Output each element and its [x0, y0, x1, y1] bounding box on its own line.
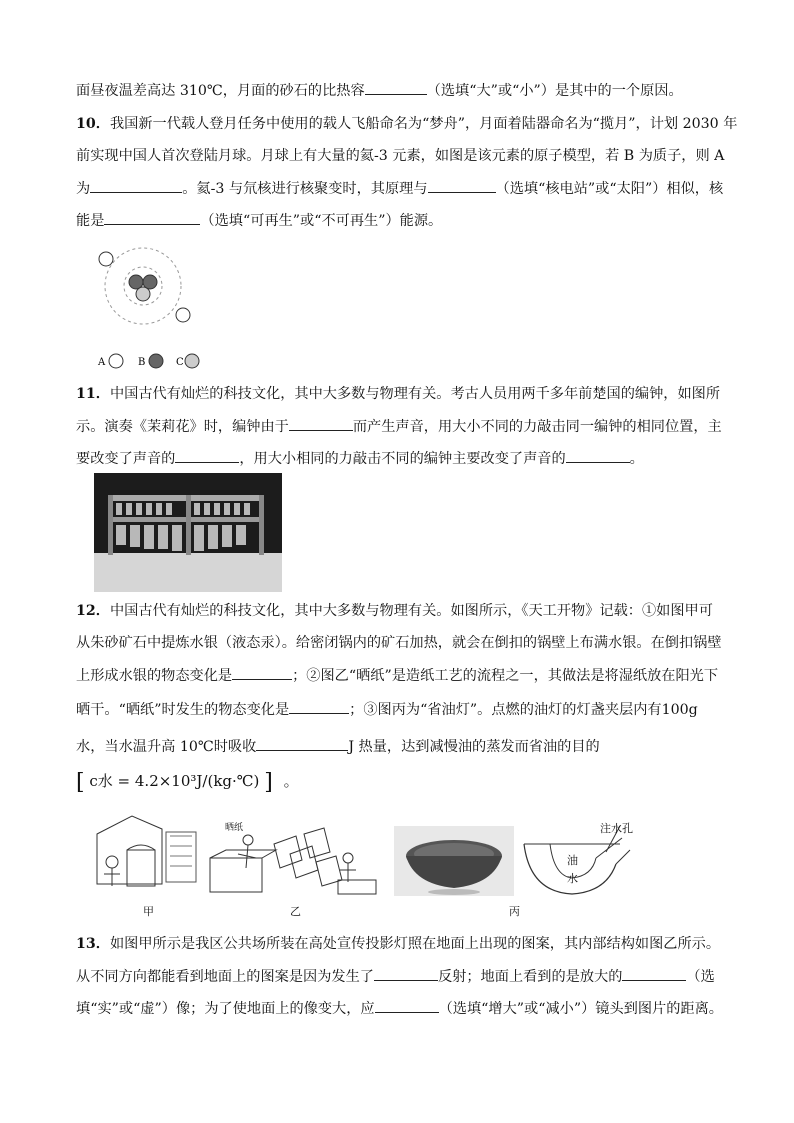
paper-drying-illustration-yi — [208, 824, 380, 898]
text: 能是 — [76, 213, 105, 229]
legend-marker-a — [109, 354, 123, 368]
electron — [176, 308, 190, 322]
q13-line-3 — [76, 998, 723, 1019]
caption-water-inlet: 注水孔 — [600, 822, 633, 835]
electron — [99, 252, 113, 266]
answer-blank[interactable] — [365, 80, 427, 95]
caption-bing: 丙 — [509, 905, 520, 918]
text: 水，当水温升高 10℃时吸收 — [76, 739, 257, 755]
q11-line-3 — [76, 448, 644, 469]
q13-line-1 — [76, 934, 720, 954]
text: 中国古代有灿烂的科技文化，其中大多数与物理有关。如图所示，《天工开物》记载：①如图甲可 — [109, 603, 713, 619]
text: 晒干。“晒纸”时发生的物态变化是 — [76, 702, 290, 718]
answer-blank[interactable] — [90, 178, 182, 193]
caption-water: 水 — [567, 872, 578, 885]
question-number: 10． — [76, 116, 110, 132]
answer-blank[interactable] — [374, 966, 438, 981]
text: ，用大小相同的力敲击不同的编钟主要改变了声音的 — [239, 451, 566, 467]
legend-label-a: A — [98, 357, 106, 368]
text: 反射；地面上看到的是放大的 — [437, 969, 623, 985]
mercury-refining-illustration-jia — [92, 814, 202, 898]
text: 我国新一代载人登月任务中使用的载人飞船命名为“梦舟”，月面着陆器命名为“揽月”，计划 2030 年 — [109, 116, 738, 132]
legend-label-c: C — [176, 357, 184, 368]
question-number: 11． — [76, 386, 110, 402]
text: 如图甲所示是我区公共场所装在高处宣传投影灯照在地面上出现的图案，其内部结构如图乙所示。 — [109, 936, 721, 952]
q13-line-2 — [76, 966, 715, 987]
answer-blank[interactable] — [175, 448, 239, 463]
text: （选填“增大”或“减小”）镜头到图片的距离。 — [438, 1001, 723, 1017]
neutron — [136, 287, 150, 301]
electron-orbit — [105, 248, 181, 324]
q12-line-1 — [76, 601, 713, 621]
text: 。 — [629, 451, 644, 467]
answer-blank[interactable] — [256, 736, 348, 751]
text: 填“实”或“虚”）像；为了使地面上的像变大，应 — [76, 1001, 375, 1017]
text: 要改变了声音的 — [76, 451, 176, 467]
oil-saving-lamp-photo-bing — [394, 826, 514, 896]
text: 示。演奏《茉莉花》时，编钟由于 — [76, 419, 289, 435]
text: 中国古代有灿烂的科技文化，其中大多数与物理有关。考古人员用两千多年前楚国的编钟，如图所 — [109, 386, 721, 402]
question-number: 12． — [76, 603, 110, 619]
caption-oil: 油 — [567, 854, 578, 867]
question-number: 13． — [76, 936, 110, 952]
q11-line-1 — [76, 384, 720, 404]
answer-blank[interactable] — [104, 210, 200, 225]
q10-line-2 — [76, 146, 724, 166]
q12-line-5 — [76, 736, 600, 757]
text: （选填“大”或“小”）是其中的一个原因。 — [426, 83, 683, 99]
answer-blank[interactable] — [428, 178, 496, 193]
answer-blank[interactable] — [289, 416, 353, 431]
legend-marker-b — [149, 354, 163, 368]
specific-heat-formula: [ c水 = 4.2×10³J/(kg·℃) ] 。 — [76, 770, 299, 795]
q12-line-4 — [76, 699, 698, 720]
text: ；②图乙“晒纸”是造纸工艺的流程之一，其做法是将湿纸放在阳光下 — [292, 668, 719, 684]
text: 上形成水银的物态变化是 — [76, 668, 233, 684]
caption-jia: 甲 — [143, 905, 154, 918]
answer-blank[interactable] — [232, 665, 292, 680]
legend-marker-c — [185, 354, 199, 368]
text: 而产生声音，用大小不同的力敲击同一编钟的相同位置，主 — [352, 419, 722, 435]
q10-line-3 — [76, 178, 723, 199]
answer-blank[interactable] — [289, 699, 349, 714]
caption-yi: 乙 — [290, 905, 301, 918]
caption-shaizhi: 晒纸 — [225, 823, 244, 833]
answer-blank[interactable] — [375, 998, 439, 1013]
text: ；③图丙为“省油灯”。点燃的油灯的灯盏夹层内有100g — [349, 702, 698, 718]
legend-label-b: B — [138, 357, 146, 368]
text: 。 — [283, 772, 299, 790]
text: 从朱砂矿石中提炼水银（液态汞）。给密闭锅内的矿石加热，就会在倒扣的锅壁上布满水银。在倒扣锅壁 — [76, 635, 722, 651]
q12-line-3 — [76, 665, 718, 686]
text: J 热量，达到减慢油的蒸发而省油的目的 — [348, 739, 600, 755]
formula-text: c水 = 4.2×10³J/(kg·℃) — [89, 772, 260, 790]
text: （选填“可再生”或“不可再生”）能源。 — [200, 213, 443, 229]
q10-line-1 — [76, 114, 737, 134]
text: 面昼夜温差高达 310℃，月面的砂石的比热容 — [76, 83, 365, 99]
q10-line-4 — [76, 210, 442, 231]
helium3-atom-model-figure — [88, 246, 208, 371]
answer-blank[interactable] — [622, 966, 686, 981]
text: （选 — [686, 969, 715, 985]
text: 为 — [76, 181, 91, 197]
text: （选填“核电站”或“太阳”）相似，核 — [495, 181, 724, 197]
bianzhong-bells-photo — [94, 473, 282, 592]
text: 从不同方向都能看到地面上的图案是因为发生了 — [76, 969, 374, 985]
text: 前实现中国人首次登陆月球。月球上有大量的氦-3 元素，如图是该元素的原子模型，若 B 为质子，则 A — [76, 148, 725, 164]
text: 。氦-3 与氘核进行核聚变时，其原理与 — [182, 181, 428, 197]
q11-line-2 — [76, 416, 722, 437]
answer-blank[interactable] — [566, 448, 630, 463]
q12-line-2 — [76, 633, 722, 653]
q9-tail-line — [76, 80, 683, 101]
